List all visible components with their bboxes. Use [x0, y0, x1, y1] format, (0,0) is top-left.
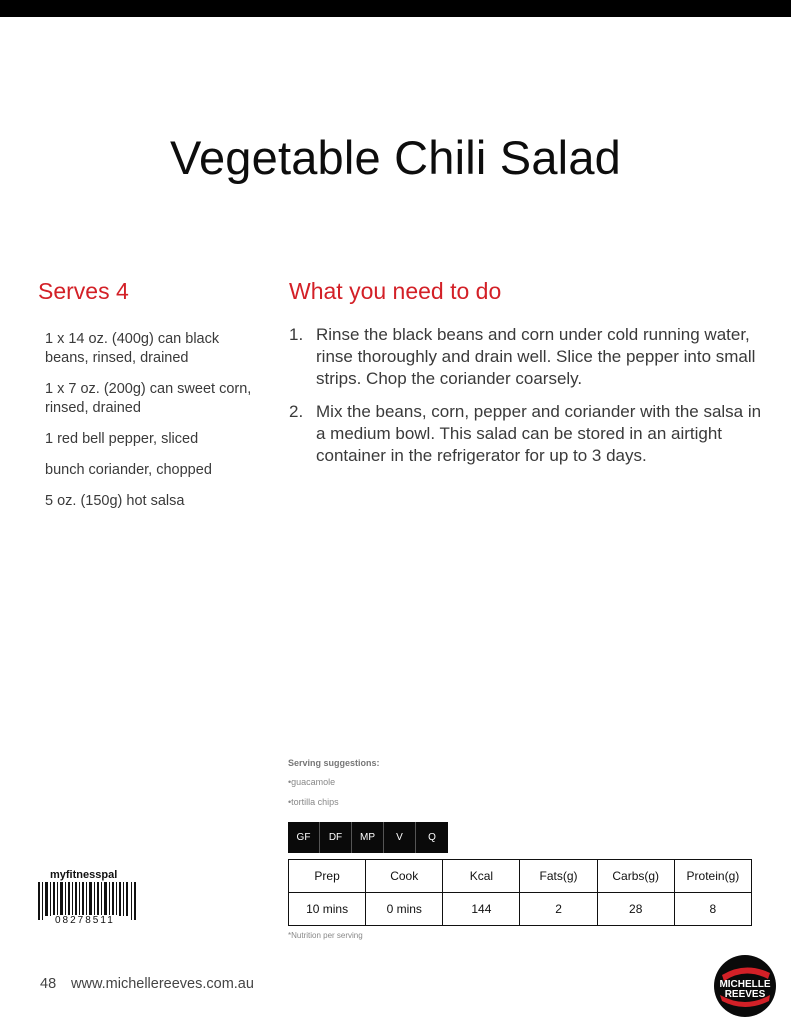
logo-text-line2: REEVES — [724, 989, 766, 1000]
nutrition-header-row — [289, 860, 752, 893]
step-number: 2. — [289, 402, 304, 421]
diet-tag-gf: GF — [288, 822, 320, 853]
serving-suggestion-item: • guacamole — [288, 777, 339, 797]
nutrition-value: 144 — [443, 893, 520, 926]
nutrition-header: Carbs(g) — [597, 860, 674, 893]
nutrition-header: Fats(g) — [520, 860, 597, 893]
page-number: 48 — [40, 976, 57, 992]
serving-suggestion-item: • tortilla chips — [288, 797, 339, 817]
top-bar — [0, 0, 791, 17]
page-title: Vegetable Chili Salad — [169, 131, 622, 184]
diet-tag-mp: MP — [352, 822, 384, 853]
step-text: Mix the beans, corn, pepper and coriander with the salsa in a medium bowl. This salad can be stored in an airtight container in the refrigerator for up to 3 days. — [316, 402, 762, 465]
nutrition-header: Prep — [289, 860, 366, 893]
nutrition-value: 0 mins — [366, 893, 443, 926]
serves-heading: Serves 4 — [38, 278, 129, 304]
nutrition-note: *Nutrition per serving — [288, 931, 363, 940]
nutrition-header: Cook — [366, 860, 443, 893]
nutrition-value: 2 — [520, 893, 597, 926]
ingredient-item: 5 oz. (150g) hot salsa — [45, 493, 185, 509]
myfitnesspal-label: myfitnesspal — [50, 869, 118, 881]
method-step — [289, 401, 769, 467]
michelle-reeves-logo-icon — [714, 955, 776, 1017]
logo-text-line1: MICHELLE — [719, 979, 771, 990]
ingredient-item: 1 red bell pepper, sliced — [45, 431, 199, 447]
nutrition-value: 28 — [597, 893, 674, 926]
ingredient-list — [45, 330, 255, 523]
nutrition-header: Kcal — [443, 860, 520, 893]
serving-suggestions-list — [288, 777, 339, 817]
step-text: Rinse the black beans and corn under cold running water, rinse thoroughly and drain well. Slice the pepper into small strips. Chop the coriander coarsely. — [316, 325, 756, 388]
diet-tag-v: V — [384, 822, 416, 853]
website-link[interactable]: www.michellereeves.com.au — [71, 976, 254, 992]
method-steps — [289, 324, 769, 478]
diet-tag-df: DF — [320, 822, 352, 853]
ingredient-item: bunch coriander, chopped — [45, 462, 212, 478]
nutrition-value: 10 mins — [289, 893, 366, 926]
ingredient-item: 1 x 14 oz. (400g) can black beans, rinsed, drained — [45, 331, 220, 366]
diet-tags — [288, 822, 448, 853]
ingredient-item: 1 x 7 oz. (200g) can sweet corn, rinsed, drained — [45, 381, 252, 416]
nutrition-header: Protein(g) — [674, 860, 751, 893]
serving-suggestions-title: Serving suggestions: — [288, 758, 380, 768]
diet-tag-q: Q — [416, 822, 448, 853]
step-number: 1. — [289, 325, 304, 344]
nutrition-value: 8 — [674, 893, 751, 926]
nutrition-table — [288, 859, 752, 926]
method-step — [289, 324, 769, 390]
barcode-digits: 08278511 — [55, 915, 115, 926]
nutrition-value-row — [289, 893, 752, 926]
method-heading: What you need to do — [289, 278, 502, 304]
